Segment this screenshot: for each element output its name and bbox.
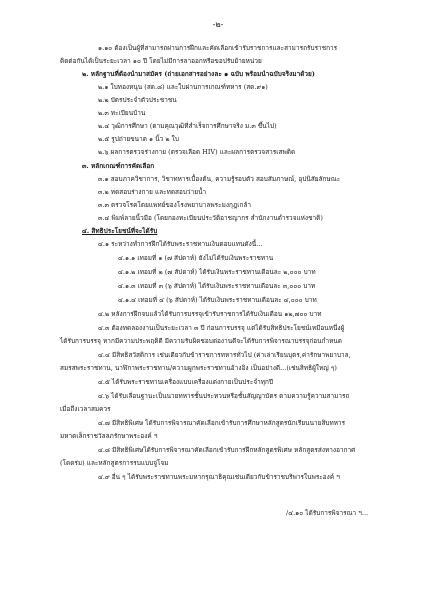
text-line: ๔.๑ ระหว่างทำการฝึกได้รับพระราชทานเงินตอบแทนดังนี้... [98, 240, 263, 248]
text-line: ๔.๗ มีสิทธิพิเศษ ได้รับการพิจารณาคัดเลือกเข้ารับการศึกษาหลักสูตรนักเรียนนายสิบทหาร [98, 419, 346, 427]
text-line: ๒.๒ บัตรประจำตัวประชาชน [98, 96, 177, 104]
text-line: ๔.๑.๑ เทอมที่ ๑ (๗ สัปดาห์) ยังไม่ได้รับเงินพระราชทาน [118, 254, 274, 262]
text-line: ๔.๑.๔ เทอมที่ ๔ (๖ สัปดาห์) ได้รับเงินพระราชทานเดือนละ ๔,๐๐๐ บาท [118, 296, 317, 304]
text-line: มหาดเล็กราชวัลลภรักษาพระองค์ ฯ [60, 432, 158, 440]
text-line: ๔.๑.๒ เทอมที่ ๒ (๗ สัปดาห์) ได้รับเงินพระราชทานเดือนละ ๒,๐๐๐ บาท [118, 268, 316, 276]
text-line: ๔.๓ ต้องทดลองงานเป็นระยะเวลา ๓ ปี ก่อนการบรรจุ แต่ได้รับสิทธิประโยชน์เหมือนหนึ่งผู้ [98, 324, 345, 332]
text-line: ๔.๙ อื่น ๆ ได้รับพระราชทานพระมหากรุณาธิคุณเช่นเดียวกับข้าราชบริพารในพระองค์ ฯ [98, 473, 340, 481]
page-number: -๒- [212, 20, 224, 29]
text-line: ๒.๑ ใบทองหนุน (สด.๘) และใบผ่านการเกณฑ์ทหาร (สด.๙๑) [98, 83, 268, 91]
section-heading: ๔. สิทธิประโยชน์ที่จะได้รับ [82, 227, 158, 235]
text-line: ๔.๔ มีสิทธิสวัสดิการ เช่นเดียวกับข้าราชการทหารทั่วไป (ค่าเล่าเรียนบุตร,ค่ารักษาพยาบาล, [98, 351, 351, 359]
text-line: ๑.๑๐ ต้องเป็นผู้ที่สามารถผ่านการฝึกและคัดเลือกเข้ารับราชการและสามารถรับราชการ [98, 44, 338, 52]
text-line: ๔.๘ มีสิทธิพิเศษได้รับการพิจารณาคัดเลือกเข้ารับการฝึกหลักสูตรพิเศษ หลักสูตรส่งทางอากาศ [98, 446, 356, 454]
text-line: ได้รับการบรรจุ หากมีความประพฤติดี มีความรับผิดชอบต่องานดีจะได้รับการพิจารณาบรรจุก่อนกำหนด [60, 337, 342, 345]
text-line: ๒.๕ รูปถ่ายขนาด ๑ นิ้ว ๒ ใบ [98, 135, 179, 143]
text-line: ๔.๖ ได้รับเลื่อนฐานะเป็นนายทหารชั้นประทวนหรือชั้นสัญญาบัตร ตามความรู้ความสามารถ [98, 392, 350, 400]
text-line: (โดดร่ม) และหลักสูตรการรบแบบจู่โจม [60, 459, 169, 467]
section-heading: ๒. หลักฐานที่ต้องนำมาสมัคร (ถ่ายเอกสารอย่างละ ๑ ฉบับ พร้อมนำฉบับจริงมาด้วย) [82, 70, 315, 78]
text-line: ๔.๕ ได้รับพระราชทานเครื่องแบบเครื่องแต่งกายเป็นประจำทุกปี [98, 378, 274, 386]
text-line: /๔.๑๐ ได้รับการพิจารณา ฯ... [286, 509, 369, 517]
text-line: ๓.๒ ทดสอบร่างกาย และทดสอบว่ายน้ำ [98, 188, 207, 196]
text-line: ๔.๑.๓ เทอมที่ ๓ (๖ สัปดาห์) ได้รับเงินพระราชทานเดือนละ ๓,๐๐๐ บาท [118, 282, 316, 290]
text-line: ๒.๔ วุฒิการศึกษา (ตามคุณวุฒิที่สำเร็จการศึกษาจริง ม.๓ ขึ้นไป) [98, 122, 277, 130]
text-line: สมรสพระราชทาน, นาฬิกาพระราชทาน/ความผูกพระราชทานอ้างอิง เป็นอย่างดี...(เช่นสิทธิผู้ใหญ่ ๆ) [60, 364, 337, 372]
section-heading: ๓. หลักเกณฑ์การคัดเลือก [82, 162, 155, 170]
text-line: ๔.๒ หลังการฝึกจบแล้วได้รับการบรรจุเข้ารับราชการได้รับเงินเดือน ๑๒,๗๐๐ บาท [98, 310, 322, 318]
text-line: เมื่อถึงเวลาสมควร [60, 405, 111, 413]
text-line: ๓.๑ สอบภาควิชาการ, วิชาทหารเบื้องต้น, ความรู้รอบตัว สอบสัมภาษณ์, อุปนิสัยลักษณะ [98, 175, 341, 183]
text-line: ๒.๖ ผลการตรวจร่างกาย (ตรวจเลือด HIV) และผลการตรวจสารเสพติด [98, 148, 296, 156]
text-line: ๓.๔ พิมพ์ลายนิ้วมือ (โดยกองทะเบียนประวัติอาชญากร สำนักงานตำรวจแห่งชาติ) [98, 214, 323, 222]
text-line: ๒.๓ ทะเบียนบ้าน [98, 109, 146, 117]
text-line: ติดต่อกันได้เป็นระยะเวลา ๑๐ ปี โดยไม่มีการลาออกหรือขอปรับย้ายหน่วย [60, 57, 262, 65]
text-line: ๓.๓ ตรวจโรคโดยแพทย์ของโรงพยาบาลพระมงกุฎเกล้า [98, 201, 252, 209]
